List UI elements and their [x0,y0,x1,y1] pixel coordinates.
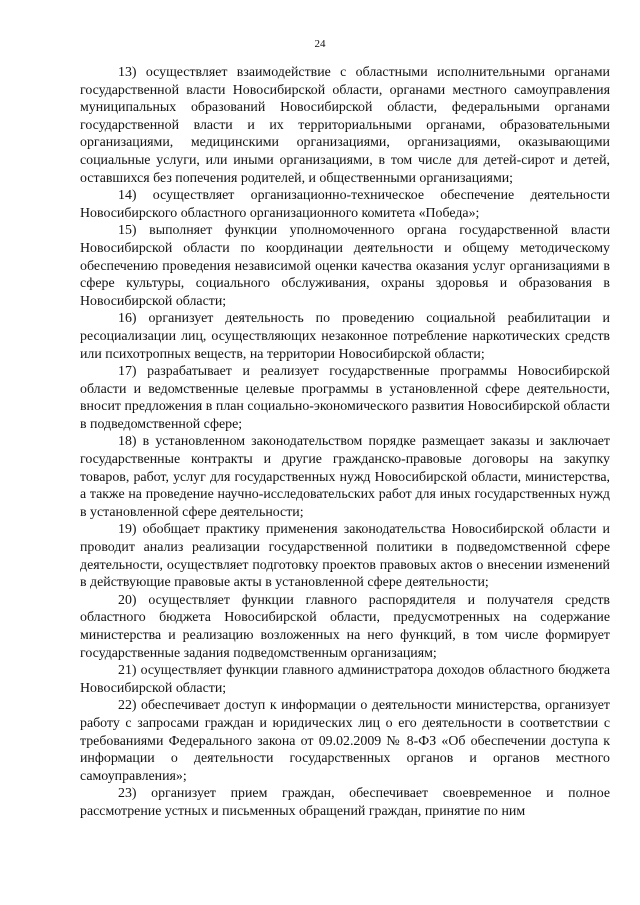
paragraph-item-14: 14) осуществляет организационно-техническое обеспечение деятельности Новосибирского областного организационного комитета «Победа»; [80,188,610,221]
paragraph-item-19: 19) обобщает практику применения законодательства Новосибирской области и проводит анализ реализации государственной политики в подведомственной сфере деятельности, осуществляет подготовку проектов правовых актов о внесении изменений в действующие правовые акты в установленной сфере деятельности; [80,522,610,591]
paragraph-item-23: 23) организует прием граждан, обеспечивает своевременное и полное рассмотрение устных и письменных обращений граждан, принятие по ним [80,786,610,819]
paragraph-item-17: 17) разрабатывает и реализует государственные программы Новосибирской области и ведомственные целевые программы в установленной сфере деятельности, вносит предложения в план социально-экономического развития Новосибирской области в подведомственной сфере; [80,364,610,432]
paragraph-item-18: 18) в установленном законодательством порядке размещает заказы и заключает государственные контракты и другие гражданско-правовые договоры на закупку товаров, работ, услуг для государственных нужд Новосибирской области, министерства, а также на проведение научно-исследовательских работ для иных государственных нужд в установленной сфере деятельности; [80,434,610,520]
paragraph-item-20: 20) осуществляет функции главного распорядителя и получателя средств областного бюджета Новосибирской области, предусмотренных на содержание министерства и реализацию возложенных на него функций, в том числе формирует государственные задания подведомственным организациям; [80,592,610,661]
page-number: 24 [314,38,326,50]
paragraph-item-15: 15) выполняет функции уполномоченного органа государственной власти Новосибирской области по координации деятельности и общему методическому обеспечению проведения независимой оценки качества оказания услуг организациями в сфере культуры, социального обслуживания, охраны здоровья и образования в Новосибирской области; [80,223,610,309]
paragraph-item-16: 16) организует деятельность по проведению социальной реабилитации и ресоциализации лиц, осуществляющих незаконное потребление наркотических средств или психотропных веществ, на территории Новосибирской области; [80,311,610,362]
paragraph-item-21: 21) осуществляет функции главного администратора доходов областного бюджета Новосибирской области; [80,663,610,696]
paragraph-item-13: 13) осуществляет взаимодействие с областными исполнительными органами государственной власти Новосибирской области, органами местного самоуправления муниципальных образований Новосибирской области, федеральными органами государственной власти и их территориальными органами, образовательными организациями, медицинскими организациями, организациями, оказывающими социальные услуги, или иными организациями, в том числе для детей-сирот и детей, оставшихся без попечения родителей, и общественными организациями; [80,65,610,186]
paragraph-item-22: 22) обеспечивает доступ к информации о деятельности министерства, организует работу с запросами граждан и юридических лиц о его деятельности в соответствии с требованиями Федерального закона от 09.02.2009 № 8-ФЗ «Об обеспечении доступа к информации о деятельности государственных органов и органов местного самоуправления»; [80,698,610,784]
document-body [80,64,610,821]
